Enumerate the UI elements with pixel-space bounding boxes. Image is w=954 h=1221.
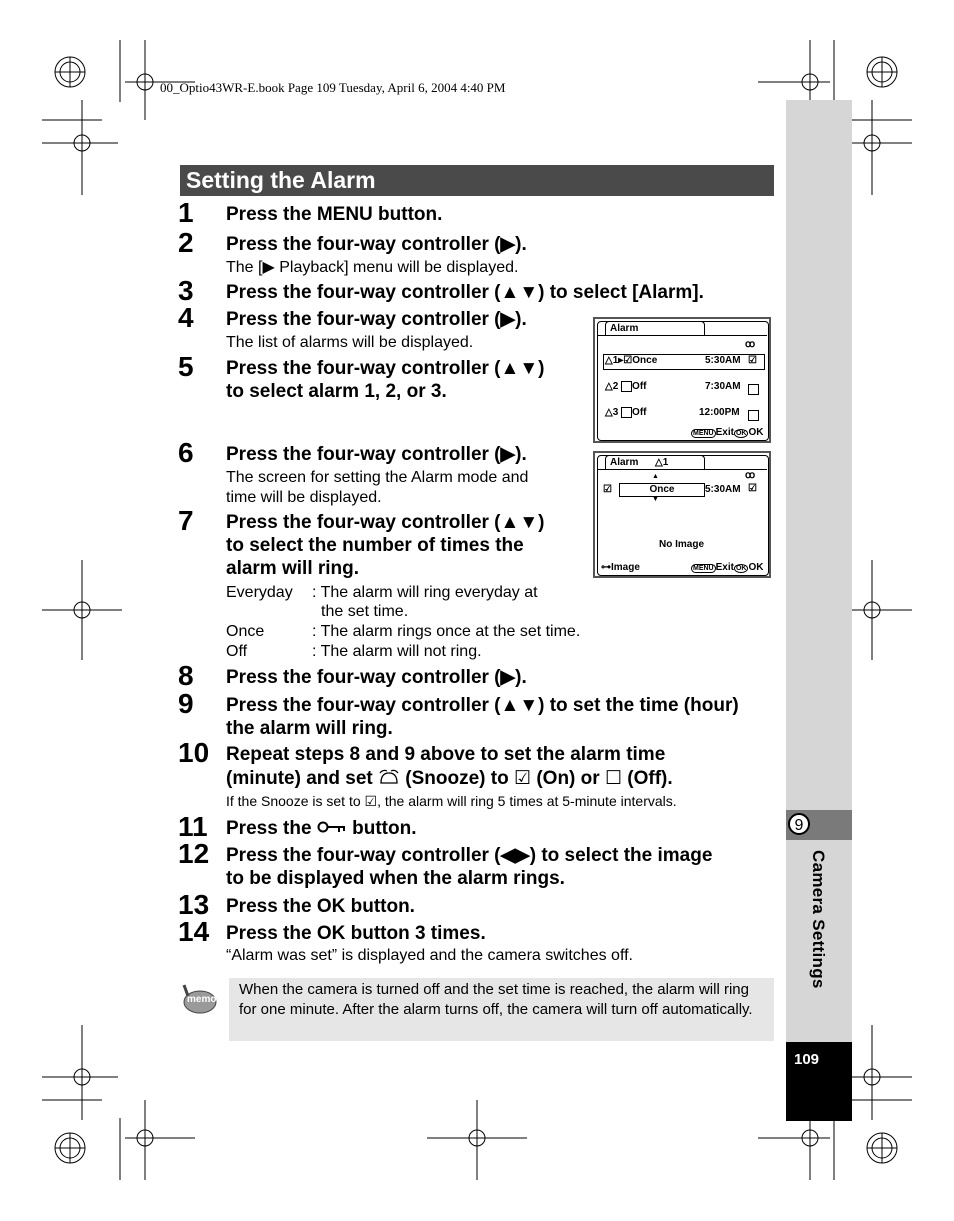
snooze-icon: ꝏ (745, 470, 756, 481)
option-desc: : The alarm will not ring. (312, 643, 482, 660)
step-note: The screen for setting the Alarm mode and (226, 469, 529, 486)
option-term: Everyday (226, 584, 293, 601)
page-number: 109 (794, 1051, 820, 1068)
alarm-time: 7:30AM (705, 381, 741, 392)
alarm-tab: Alarm (605, 321, 705, 335)
chapter-title: Camera Settings (809, 850, 828, 989)
step-note: The [▶ Playback] menu will be displayed. (226, 259, 519, 276)
step-note: If the Snooze is set to ☑, the alarm will ring 5 times at 5-minute intervals. (226, 793, 677, 809)
checkbox-off-icon (748, 410, 759, 421)
bell-icon: △ (605, 407, 613, 419)
alarm-row[interactable]: △2 Off (605, 381, 647, 393)
image-key-label: ⊶Image (601, 562, 640, 573)
step-text: Press the OK button 3 times. (226, 923, 486, 944)
step-text: (minute) and set (Snooze) to ☑ (On) or ☐ (Off). (226, 768, 673, 789)
checkbox-on-icon: ☑ (748, 483, 757, 494)
checkbox-on-icon: ☑ (748, 355, 757, 366)
checkbox-on-icon: ☑ (623, 355, 633, 366)
step-number: 8 (178, 660, 194, 691)
chapter-number: 9 (788, 813, 810, 835)
step-text: Press the four-way controller (▶). (226, 667, 527, 688)
arrow-icon: ▸ (618, 355, 624, 366)
step-number: 12 (178, 838, 210, 869)
ok-button-icon: OK (735, 430, 747, 437)
step-text: Press the four-way controller (◀▶) to select the image (226, 845, 713, 866)
checkbox-on-icon: ☑ (603, 484, 612, 495)
step-number: 6 (178, 437, 194, 468)
screen-footer: MENU Exit OK OK (693, 562, 764, 573)
step-text: Repeat steps 8 and 9 above to set the alarm time (226, 744, 666, 765)
alarm-time: 5:30AM (705, 355, 741, 366)
step-text: Press the four-way controller (▲▼) to set the time (hour) (226, 695, 739, 716)
up-arrow-icon: ▲ (652, 473, 659, 480)
step-text: Press the four-way controller (▲▼) (226, 512, 545, 533)
alarm-tab: Alarm △1 (605, 455, 705, 469)
snooze-icon: ꝏ (745, 339, 756, 350)
step-text: Press the four-way controller (▶). (226, 234, 527, 255)
checkbox-on-icon: ☑ (514, 768, 532, 789)
section-title: Setting the Alarm (180, 165, 774, 196)
down-arrow-icon: ▼ (652, 496, 659, 503)
key-icon (317, 821, 347, 833)
checkbox-off-icon (621, 381, 632, 392)
menu-button-icon: MENU (693, 565, 714, 572)
option-desc: : The alarm will ring everyday at (312, 584, 538, 601)
step-number: 11 (178, 811, 208, 842)
step-text: the alarm will ring. (226, 718, 393, 739)
step-number: 14 (178, 916, 210, 947)
step-number: 7 (178, 505, 194, 536)
checkbox-off-icon (748, 384, 759, 395)
alarm-list-screen (593, 317, 771, 443)
key-icon: ⊶ (601, 562, 611, 573)
step-number: 9 (178, 688, 194, 719)
alarm-time: 12:00PM (699, 407, 740, 418)
step-text: Press the MENU button. (226, 204, 443, 225)
memo-icon-label: memo (187, 994, 217, 1005)
step-text: to select alarm 1, 2, or 3. (226, 381, 447, 402)
screen-frame (597, 455, 769, 576)
step-text: Press the four-way controller (▶). (226, 444, 527, 465)
snooze-icon (378, 769, 400, 785)
step-text: to select the number of times the (226, 535, 524, 556)
step-note: “Alarm was set” is displayed and the camera switches off. (226, 947, 633, 964)
menu-button-icon: MENU (693, 430, 714, 437)
option-term: Once (226, 623, 265, 640)
bell-icon: △ (655, 457, 663, 468)
tab-divider (597, 335, 767, 336)
step-text: Press the four-way controller (▲▼) to select [Alarm]. (226, 282, 704, 303)
no-image-text: No Image (659, 539, 705, 550)
tab-divider (597, 469, 767, 470)
step-note: time will be displayed. (226, 489, 382, 506)
option-desc: the set time. (321, 603, 409, 620)
option-desc: : The alarm rings once at the set time. (312, 623, 581, 640)
alarm-row[interactable]: △3 Off (605, 407, 647, 419)
ok-button-icon: OK (735, 565, 747, 572)
step-number: 13 (178, 889, 210, 920)
alarm-row[interactable]: △1▸☑Once (605, 355, 658, 366)
checkbox-off-icon (621, 407, 632, 418)
step-text: to be displayed when the alarm rings. (226, 868, 565, 889)
step-text: Press the four-way controller (▲▼) (226, 358, 545, 379)
step-number: 5 (178, 351, 194, 382)
step-number: 1 (178, 197, 194, 228)
bell-icon: △ (605, 381, 613, 393)
step-text: Press the four-way controller (▶). (226, 309, 527, 330)
screen-footer: MENU Exit OK OK (693, 427, 764, 438)
bell-icon: △ (605, 355, 613, 366)
step-number: 4 (178, 302, 194, 333)
checkbox-off-icon: ☐ (604, 768, 622, 789)
step-note: The list of alarms will be displayed. (226, 334, 474, 351)
step-text: alarm will ring. (226, 558, 360, 579)
alarm-time: 5:30AM (705, 484, 741, 495)
checkbox-on-icon: ☑ (364, 793, 378, 809)
step-number: 10 (178, 737, 210, 768)
step-number: 3 (178, 275, 194, 306)
option-term: Off (226, 643, 248, 660)
print-header: 00_Optio43WR-E.book Page 109 Tuesday, April 6, 2004 4:40 PM (160, 80, 506, 95)
step-text: Press the OK button. (226, 896, 415, 917)
memo-text: When the camera is turned off and the set time is reached, the alarm will ring for one minute. After the alarm turns off, the camera will turn off automatically. (239, 981, 753, 1018)
alarm-setting-screen (593, 451, 771, 578)
step-text: Press the button. (226, 818, 417, 839)
mode-selector[interactable]: Once (619, 483, 705, 497)
step-number: 2 (178, 227, 194, 258)
